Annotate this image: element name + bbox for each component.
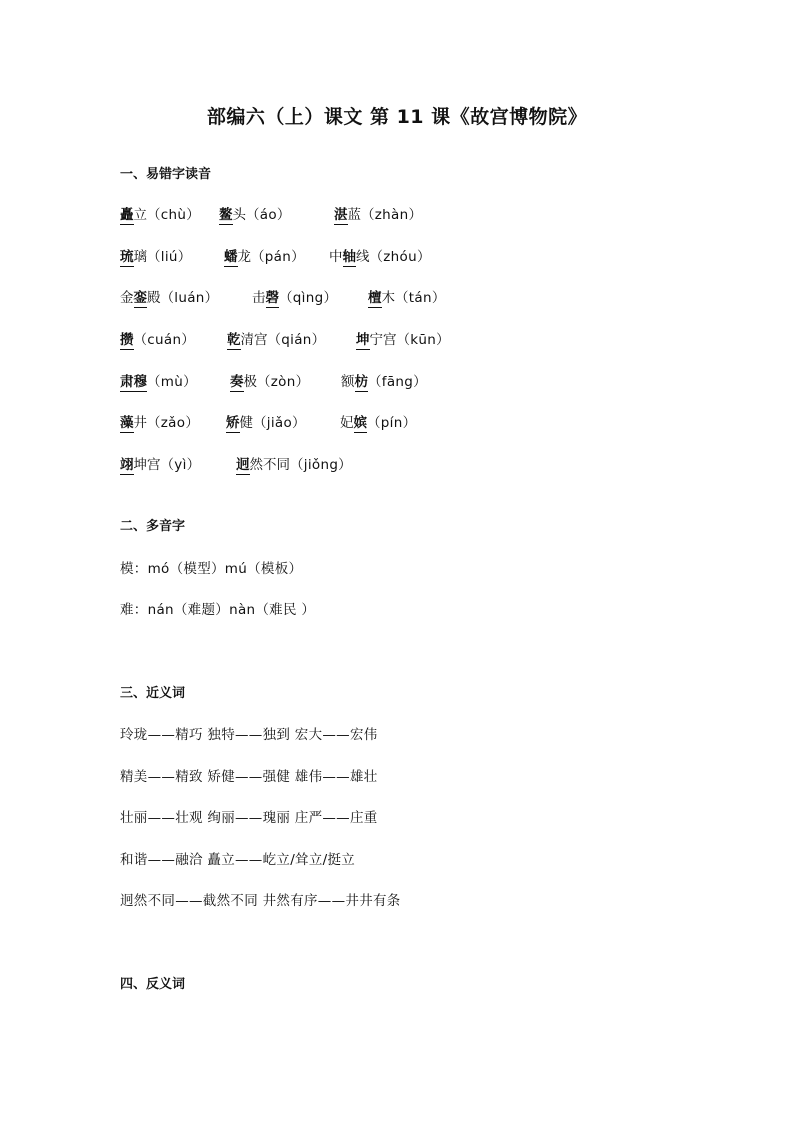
section-heading-pronunciation: 一、易错字读音: [120, 167, 212, 182]
word-suffix: 井: [133, 415, 147, 431]
polyphonic-line: 难：nán（难题）nàn（难民 ）: [120, 602, 316, 618]
target-character: 攒: [120, 332, 134, 348]
target-character: 迥: [236, 457, 250, 473]
target-character: 翊: [120, 457, 134, 473]
target-character: 矗: [120, 207, 134, 223]
pinyin: （qìng）: [279, 290, 338, 306]
synonym-line: 壮丽——壮观 绚丽——瑰丽 庄严——庄重: [120, 810, 378, 826]
pinyin: （cuán）: [133, 332, 196, 348]
target-character: 矫: [226, 415, 240, 431]
word-suffix: 宁宫: [369, 332, 397, 348]
word-prefix: 额: [341, 374, 355, 390]
pinyin: （zǎo）: [147, 415, 200, 431]
section-heading-synonyms: 三、近义词: [120, 686, 186, 701]
word-prefix: 中: [329, 249, 343, 265]
pronunciation-item: [120, 245, 192, 265]
pinyin: （liú）: [147, 249, 192, 265]
target-character: 琉: [120, 249, 134, 265]
pinyin: （pín）: [367, 415, 417, 431]
pinyin: （zhàn）: [361, 207, 423, 223]
word-suffix: 然不同: [249, 457, 290, 473]
word-suffix: 清宫: [240, 332, 268, 348]
word-suffix: 极: [243, 374, 257, 390]
pinyin: （chù）: [147, 207, 201, 223]
pronunciation-item: [236, 453, 352, 473]
word-suffix: 璃: [133, 249, 147, 265]
word-prefix: 击: [252, 290, 266, 306]
polyphonic-line: 模：mó（模型）mú（模板）: [120, 561, 303, 577]
target-character: 湛: [334, 207, 348, 223]
target-character: 鳌: [219, 207, 233, 223]
pronunciation-item: [120, 203, 200, 223]
target-character: 磬: [265, 290, 279, 306]
pronunciation-item: [252, 286, 337, 306]
target-character: 蟠: [224, 249, 238, 265]
pronunciation-item: [224, 245, 305, 265]
word-suffix: 蓝: [347, 207, 361, 223]
pinyin: （zòn）: [257, 374, 310, 390]
pronunciation-item: [341, 370, 427, 390]
pronunciation-item: [368, 286, 446, 306]
pinyin: （kūn）: [396, 332, 450, 348]
pronunciation-item: [120, 328, 195, 348]
target-character: 乾: [227, 332, 241, 348]
synonym-line: 玲珑——精巧 独特——独到 宏大——宏伟: [120, 727, 378, 743]
pinyin: （qián）: [267, 332, 326, 348]
pronunciation-item: [226, 411, 306, 431]
word-suffix: 健: [239, 415, 253, 431]
target-character: 枋: [354, 374, 368, 390]
pronunciation-item: [334, 203, 422, 223]
pinyin: （jiǒng）: [290, 457, 352, 473]
pinyin: （jiǎo）: [253, 415, 306, 431]
pronunciation-item: [120, 453, 200, 473]
pronunciation-item: [230, 370, 309, 390]
pinyin: （áo）: [246, 207, 291, 223]
word-suffix: 立: [133, 207, 147, 223]
pronunciation-item: [340, 411, 416, 431]
pronunciation-item: [120, 286, 218, 306]
pronunciation-item: [356, 328, 450, 348]
pinyin: （mù）: [147, 374, 197, 390]
target-character: 奏: [230, 374, 244, 390]
pinyin: （fāng）: [368, 374, 427, 390]
pinyin: （yì）: [160, 457, 201, 473]
word-suffix: 殿: [147, 290, 161, 306]
target-character: 銮: [133, 290, 147, 306]
pinyin: （tán）: [395, 290, 446, 306]
target-character: 嫔: [353, 415, 367, 431]
target-character: 轴: [342, 249, 356, 265]
pronunciation-item: [120, 411, 199, 431]
pinyin: （pán）: [251, 249, 305, 265]
target-character: 檀: [368, 290, 382, 306]
target-character: 藻: [120, 415, 134, 431]
pronunciation-item: [329, 245, 431, 265]
pinyin: （luán）: [160, 290, 219, 306]
target-character: 肃穆: [120, 374, 147, 390]
word-suffix: 龙: [237, 249, 251, 265]
word-suffix: 头: [232, 207, 246, 223]
word-suffix: 坤宫: [133, 457, 161, 473]
section-heading-antonyms: 四、反义词: [120, 977, 186, 992]
synonym-line: 和谐——融洽 矗立——屹立/耸立/挺立: [120, 852, 356, 868]
pronunciation-item: [120, 370, 197, 390]
target-character: 坤: [356, 332, 370, 348]
synonym-line: 精美——精致 矫健——强健 雄伟——雄壮: [120, 769, 378, 785]
word-suffix: 木: [381, 290, 395, 306]
synonym-line: 迥然不同——截然不同 井然有序——井井有条: [120, 893, 401, 909]
section-heading-polyphonic: 二、多音字: [120, 519, 186, 534]
pronunciation-item: [227, 328, 325, 348]
word-suffix: 线: [356, 249, 370, 265]
word-prefix: 金: [120, 290, 134, 306]
word-prefix: 妃: [340, 415, 354, 431]
page-title: 部编六（上）课文 第 11 课《故宫博物院》: [206, 106, 588, 128]
pinyin: （zhóu）: [369, 249, 431, 265]
pronunciation-item: [219, 203, 291, 223]
